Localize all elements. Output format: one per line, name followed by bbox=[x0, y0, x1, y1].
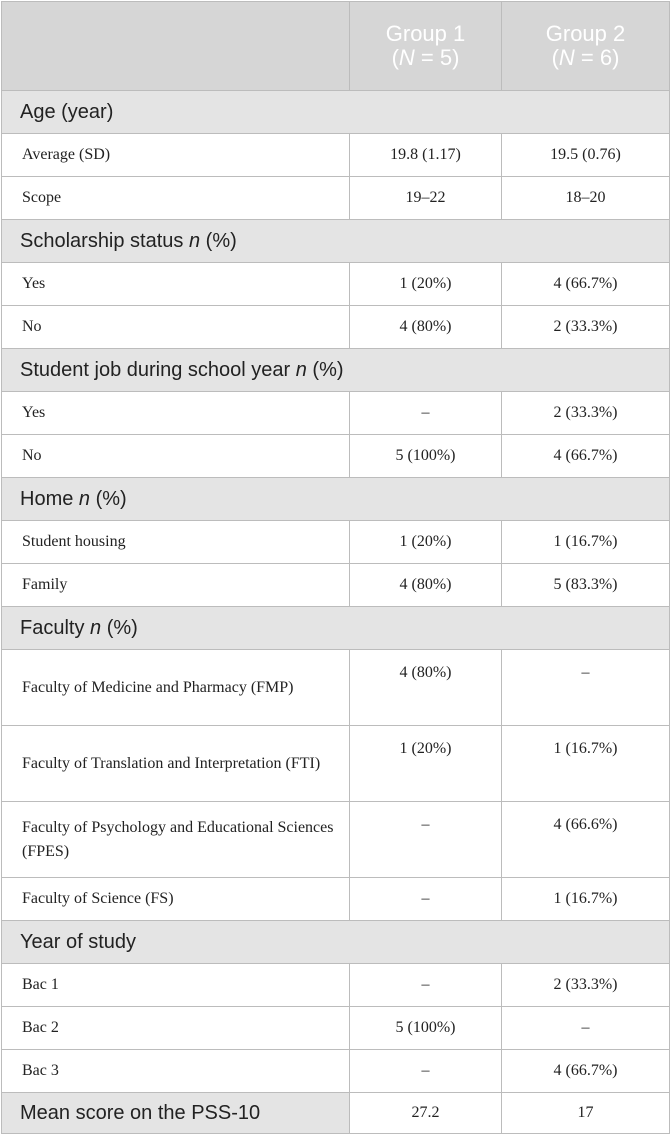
group1-value: – bbox=[350, 964, 502, 1007]
header-group2 bbox=[502, 2, 670, 91]
group2-value: 18–20 bbox=[502, 177, 670, 220]
group1-value: 5 (100%) bbox=[350, 1007, 502, 1050]
row-label: Bac 1 bbox=[2, 964, 350, 1007]
table-row bbox=[2, 521, 670, 564]
group1-name: Group 1 bbox=[385, 21, 466, 46]
table-row bbox=[2, 134, 670, 177]
row-label: Family bbox=[2, 564, 350, 607]
table-row bbox=[2, 726, 670, 802]
header-blank-cell bbox=[2, 2, 350, 91]
section-title: Age (year) bbox=[2, 91, 670, 134]
group1-value: 4 (80%) bbox=[350, 564, 502, 607]
group2-value: 5 (83.3%) bbox=[502, 564, 670, 607]
group1-value: 4 (80%) bbox=[350, 306, 502, 349]
group1-value: – bbox=[350, 392, 502, 435]
table-row bbox=[2, 802, 670, 878]
group1-value: – bbox=[350, 802, 502, 878]
row-label: Faculty of Science (FS) bbox=[2, 878, 350, 921]
group1-value: – bbox=[350, 1050, 502, 1093]
header-row bbox=[2, 2, 670, 91]
table-row bbox=[2, 392, 670, 435]
group2-value: 1 (16.7%) bbox=[502, 521, 670, 564]
row-label: Mean score on the PSS-10 bbox=[2, 1093, 350, 1134]
group1-value: 19.8 (1.17) bbox=[350, 134, 502, 177]
group1-value: – bbox=[350, 878, 502, 921]
section-title: Home n (%) bbox=[2, 478, 670, 521]
group2-value: 17 bbox=[502, 1093, 670, 1134]
row-label: Faculty of Translation and Interpretation (FTI) bbox=[2, 726, 350, 802]
section-home bbox=[2, 478, 670, 521]
table-row bbox=[2, 1050, 670, 1093]
row-label: Faculty of Medicine and Pharmacy (FMP) bbox=[2, 650, 350, 726]
group1-value: 19–22 bbox=[350, 177, 502, 220]
group1-value: 5 (100%) bbox=[350, 435, 502, 478]
section-title: Scholarship status n (%) bbox=[2, 220, 670, 263]
group2-value: 1 (16.7%) bbox=[502, 726, 670, 802]
group2-value: 2 (33.3%) bbox=[502, 392, 670, 435]
table-row bbox=[2, 306, 670, 349]
group2-value: – bbox=[502, 1007, 670, 1050]
section-year-of-study bbox=[2, 921, 670, 964]
group2-value: 4 (66.7%) bbox=[502, 435, 670, 478]
group1-n: (N = 5) bbox=[391, 45, 460, 70]
group2-value: 2 (33.3%) bbox=[502, 964, 670, 1007]
row-label: Average (SD) bbox=[2, 134, 350, 177]
section-faculty bbox=[2, 607, 670, 650]
table-row bbox=[2, 650, 670, 726]
table-row bbox=[2, 964, 670, 1007]
table-row bbox=[2, 564, 670, 607]
group2-name: Group 2 bbox=[545, 21, 626, 46]
pss-row bbox=[2, 1093, 670, 1134]
group1-value: 1 (20%) bbox=[350, 521, 502, 564]
group2-value: 4 (66.6%) bbox=[502, 802, 670, 878]
group2-value: 4 (66.7%) bbox=[502, 263, 670, 306]
row-label: Yes bbox=[2, 263, 350, 306]
table-row bbox=[2, 177, 670, 220]
table-row bbox=[2, 1007, 670, 1050]
row-label: Faculty of Psychology and Educational Sciences (FPES) bbox=[2, 802, 350, 878]
group1-value: 1 (20%) bbox=[350, 263, 502, 306]
group2-value: 19.5 (0.76) bbox=[502, 134, 670, 177]
group1-value: 27.2 bbox=[350, 1093, 502, 1134]
section-title: Faculty n (%) bbox=[2, 607, 670, 650]
section-title: Student job during school year n (%) bbox=[2, 349, 670, 392]
row-label: Student housing bbox=[2, 521, 350, 564]
group2-n: (N = 6) bbox=[551, 45, 620, 70]
row-label: Bac 2 bbox=[2, 1007, 350, 1050]
table-row bbox=[2, 263, 670, 306]
row-label: Bac 3 bbox=[2, 1050, 350, 1093]
table-row bbox=[2, 878, 670, 921]
section-student-job bbox=[2, 349, 670, 392]
group1-value: 1 (20%) bbox=[350, 726, 502, 802]
group2-value: 1 (16.7%) bbox=[502, 878, 670, 921]
row-label: No bbox=[2, 306, 350, 349]
section-scholarship bbox=[2, 220, 670, 263]
section-title: Year of study bbox=[2, 921, 670, 964]
row-label: No bbox=[2, 435, 350, 478]
group2-value: – bbox=[502, 650, 670, 726]
row-label: Scope bbox=[2, 177, 350, 220]
group2-value: 2 (33.3%) bbox=[502, 306, 670, 349]
group2-value: 4 (66.7%) bbox=[502, 1050, 670, 1093]
section-age bbox=[2, 91, 670, 134]
table-row bbox=[2, 435, 670, 478]
demographics-table bbox=[1, 1, 670, 1134]
group1-value: 4 (80%) bbox=[350, 650, 502, 726]
header-group1 bbox=[350, 2, 502, 91]
row-label: Yes bbox=[2, 392, 350, 435]
